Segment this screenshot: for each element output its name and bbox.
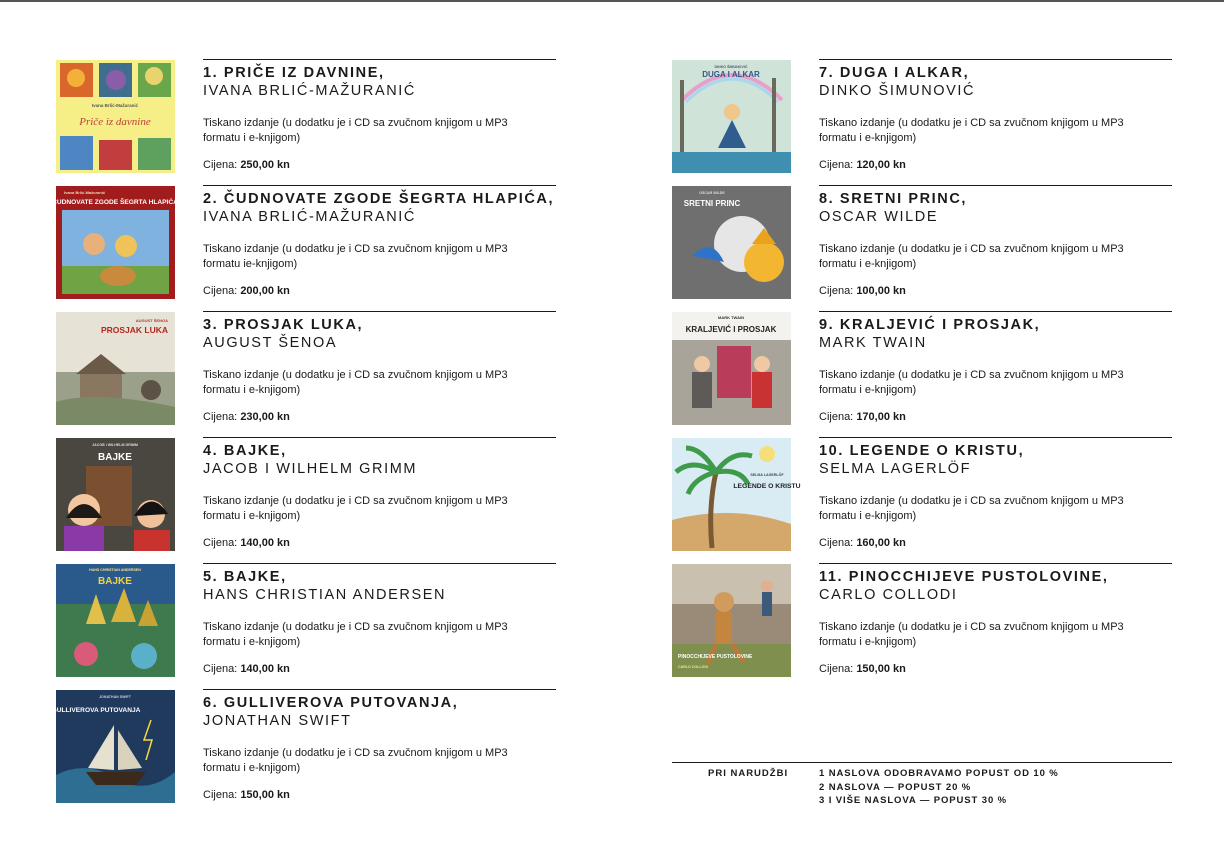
price-value: 250,00 kn	[240, 159, 290, 171]
cover-author-text: OSCAR WILDE	[699, 191, 725, 195]
book-description: Tiskano izdanje (u dodatku je i CD sa zvučnom knjigom u MP3 formatu i e-knjigom)	[819, 243, 1124, 270]
book-title[interactable]: 2. ČUDNOVATE ZGODE ŠEGRTA HLAPIĆA,	[203, 191, 555, 207]
book-title[interactable]: 4. BAJKE,	[203, 443, 287, 459]
cover-illustration	[672, 60, 791, 173]
book-7	[672, 59, 1172, 185]
cover-title-text: PINOCCHIJEVE PUSTOLOVINE	[678, 654, 753, 660]
book-info	[203, 437, 556, 554]
cover-author-text: AUGUST ŠENOA	[135, 318, 168, 323]
cover-author-text: SELMA LAGERLÖF	[750, 473, 784, 477]
book-description: Tiskano izdanje (u dodatku je i CD sa zvučnom knjigom u MP3 formatu ie-knjigom)	[203, 243, 508, 270]
book-title[interactable]: 11. PINOCCHIJEVE PUSTOLOVINE,	[819, 569, 1109, 585]
book-cover[interactable]	[672, 60, 791, 173]
price-row	[819, 411, 906, 423]
book-1	[56, 59, 556, 185]
book-2	[52, 185, 556, 311]
book-8	[672, 185, 1172, 311]
book-6	[51, 689, 556, 815]
price-label: Cijena:	[203, 537, 238, 549]
book-title[interactable]: 6. GULLIVEROVA PUTOVANJA,	[203, 695, 459, 711]
price-value: 140,00 kn	[240, 663, 290, 675]
cover-author-text: CARLO COLLODI	[678, 665, 708, 669]
cover-illustration	[672, 186, 791, 299]
book-3	[56, 311, 556, 437]
price-row	[203, 537, 290, 549]
price-value: 150,00 kn	[240, 789, 290, 801]
cover-title-text: PROSJAK LUKA	[100, 325, 168, 335]
book-cover[interactable]	[56, 564, 175, 677]
cover-title-text: DUGA I ALKAR	[702, 70, 760, 79]
book-title[interactable]: 3. PROSJAK LUKA,	[203, 317, 364, 333]
price-value: 230,00 kn	[240, 411, 290, 423]
cover-illustration	[672, 312, 791, 425]
discount-label: PRI NARUDŽBI	[708, 768, 789, 779]
book-description: Tiskano izdanje (u dodatku je i CD sa zvučnom knjigom u MP3 formatu i e-knjigom)	[203, 369, 508, 396]
price-label: Cijena:	[819, 663, 854, 675]
cover-author-text: DINKO ŠIMUNOVIĆ	[714, 65, 748, 69]
price-row	[203, 411, 290, 423]
price-value: 100,00 kn	[856, 285, 906, 297]
book-author: JACOB I WILHELM GRIMM	[203, 461, 418, 477]
book-description: Tiskano izdanje (u dodatku je i CD sa zvučnom knjigom u MP3 formatu i e-knjigom)	[819, 495, 1124, 522]
book-cover[interactable]	[672, 564, 791, 677]
cover-title-text: BAJKE	[98, 452, 132, 463]
book-author: CARLO COLLODI	[819, 587, 958, 603]
price-label: Cijena:	[203, 159, 238, 171]
price-value: 140,00 kn	[240, 537, 290, 549]
book-cover[interactable]	[51, 690, 175, 803]
price-row	[819, 537, 906, 549]
price-value: 120,00 kn	[856, 159, 906, 171]
cover-illustration	[672, 564, 791, 677]
book-cover[interactable]	[56, 438, 175, 551]
price-row	[819, 285, 906, 297]
book-author: JONATHAN SWIFT	[203, 713, 352, 729]
cover-title-text: BAJKE	[98, 576, 132, 587]
price-label: Cijena:	[819, 411, 854, 423]
book-author: HANS CHRISTIAN ANDERSEN	[203, 587, 447, 603]
cover-title-text: SRETNI PRINC	[683, 199, 741, 208]
price-row	[203, 285, 290, 297]
cover-author-text: Ivana Brlić-Mažuranić	[91, 103, 139, 108]
book-info	[819, 311, 1172, 428]
book-cover[interactable]	[52, 186, 178, 299]
cover-title-text: Priče iz davnine	[79, 116, 151, 128]
cover-illustration	[56, 564, 175, 677]
book-author: DINKO ŠIMUNOVIĆ	[819, 83, 976, 99]
book-title[interactable]: 8. SRETNI PRINC,	[819, 191, 968, 207]
price-label: Cijena:	[203, 285, 238, 297]
price-row	[203, 159, 290, 171]
book-description: Tiskano izdanje (u dodatku je i CD sa zvučnom knjigom u MP3 formatu i e-knjigom)	[203, 495, 508, 522]
book-info	[819, 437, 1172, 554]
book-info	[819, 563, 1172, 680]
cover-author-text: Ivana Brlić-Mažuranić	[64, 190, 106, 195]
book-author: SELMA LAGERLÖF	[819, 461, 972, 477]
book-description: Tiskano izdanje (u dodatku je i CD sa zvučnom knjigom u MP3 formatu i e-knjigom)	[203, 117, 508, 144]
book-author: IVANA BRLIĆ-MAŽURANIĆ	[203, 83, 416, 99]
price-value: 160,00 kn	[856, 537, 906, 549]
book-info	[203, 59, 556, 176]
book-cover[interactable]	[672, 186, 791, 299]
book-cover[interactable]	[672, 312, 791, 425]
price-label: Cijena:	[819, 159, 854, 171]
book-description: Tiskano izdanje (u dodatku je i CD sa zvučnom knjigom u MP3 formatu i e-knjigom)	[203, 621, 508, 648]
cover-illustration	[56, 60, 175, 173]
book-info	[819, 185, 1172, 302]
discount-block	[672, 762, 1172, 806]
cover-author-text: MARK TWAIN	[718, 315, 744, 320]
price-label: Cijena:	[203, 411, 238, 423]
book-info	[819, 59, 1172, 176]
discount-line: 1 NASLOVA ODOBRAVAMO POPUST OD 10 %	[819, 768, 1059, 779]
cover-title-text: GULLIVEROVA PUTOVANJA	[51, 707, 141, 714]
cover-title-text: LEGENDE O KRISTU	[733, 483, 801, 490]
book-description: Tiskano izdanje (u dodatku je i CD sa zvučnom knjigom u MP3 formatu i e-knjigom)	[819, 621, 1124, 648]
price-value: 150,00 kn	[856, 663, 906, 675]
book-cover[interactable]	[56, 312, 175, 425]
book-author: MARK TWAIN	[819, 335, 927, 351]
book-title[interactable]: 7. DUGA I ALKAR,	[819, 65, 970, 81]
book-description: Tiskano izdanje (u dodatku je i CD sa zvučnom knjigom u MP3 formatu i e-knjigom)	[819, 117, 1124, 144]
book-author: AUGUST ŠENOA	[203, 335, 338, 351]
book-info	[203, 563, 556, 680]
cover-author-text: JONATHAN SWIFT	[99, 695, 131, 699]
discount-lines	[819, 767, 1059, 808]
book-title[interactable]: 1. PRIČE IZ DAVNINE,	[203, 65, 385, 81]
cover-illustration	[56, 312, 175, 425]
cover-illustration	[52, 186, 178, 299]
discount-line: 3 I VIŠE NASLOVA — POPUST 30 %	[819, 795, 1008, 806]
price-row	[819, 159, 906, 171]
price-row	[203, 663, 290, 675]
book-author: OSCAR WILDE	[819, 209, 939, 225]
cover-author-text: JACOB I WILHELM GRIMM	[92, 443, 138, 447]
cover-illustration	[56, 438, 175, 551]
book-9	[672, 311, 1172, 437]
price-label: Cijena:	[819, 537, 854, 549]
book-cover[interactable]	[672, 438, 801, 551]
book-title[interactable]: 5. BAJKE,	[203, 569, 287, 585]
book-5	[56, 563, 556, 689]
cover-illustration	[51, 690, 175, 803]
book-author: IVANA BRLIĆ-MAŽURANIĆ	[203, 209, 416, 225]
cover-title-text: ČUDNOVATE ZGODE ŠEGRTA HLAPIĆA	[52, 199, 178, 206]
price-value: 170,00 kn	[856, 411, 906, 423]
book-info	[203, 311, 556, 428]
book-info	[203, 689, 556, 806]
book-4	[56, 437, 556, 563]
book-11	[672, 563, 1172, 689]
book-title[interactable]: 10. LEGENDE O KRISTU,	[819, 443, 1025, 459]
price-row	[819, 663, 906, 675]
discount-line: 2 NASLOVA — POPUST 20 %	[819, 781, 972, 793]
book-description: Tiskano izdanje (u dodatku je i CD sa zvučnom knjigom u MP3 formatu i e-knjigom)	[203, 747, 508, 774]
price-value: 200,00 kn	[240, 285, 290, 297]
book-10	[672, 437, 1172, 563]
cover-illustration	[672, 438, 801, 551]
cover-author-text: HANS CHRISTIAN ANDERSEN	[89, 568, 141, 572]
book-title[interactable]: 9. KRALJEVIĆ I PROSJAK,	[819, 317, 1041, 333]
price-label: Cijena:	[203, 789, 238, 801]
book-info	[203, 185, 556, 302]
top-rule	[0, 0, 1224, 2]
price-row	[203, 789, 290, 801]
right-column	[672, 59, 1172, 689]
book-description: Tiskano izdanje (u dodatku je i CD sa zvučnom knjigom u MP3 formatu i e-knjigom)	[819, 369, 1124, 396]
book-cover[interactable]	[56, 60, 175, 173]
price-label: Cijena:	[819, 285, 854, 297]
price-label: Cijena:	[203, 663, 238, 675]
left-column	[51, 59, 556, 815]
cover-title-text: KRALJEVIĆ I PROSJAK	[685, 325, 777, 334]
